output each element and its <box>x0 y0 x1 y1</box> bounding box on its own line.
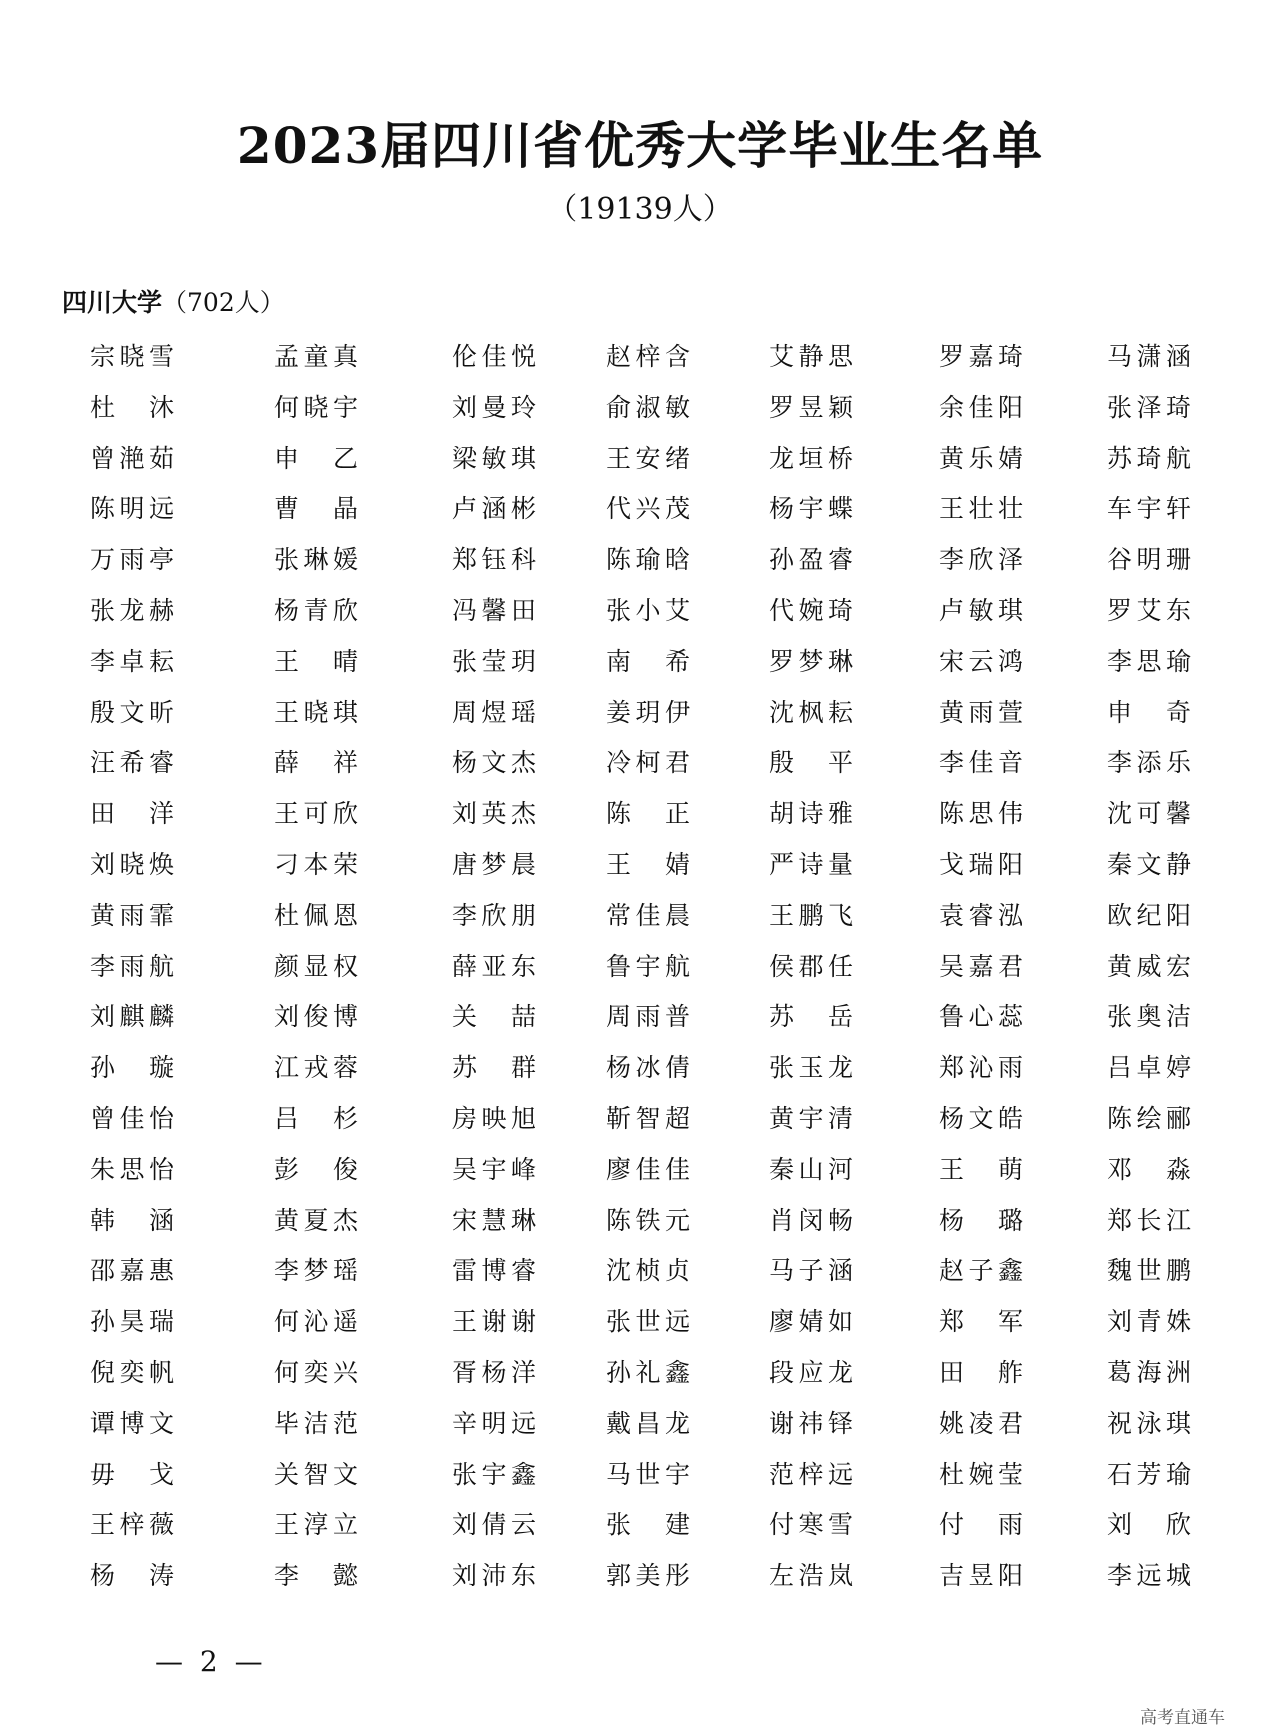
student-name: 曾滟茹 <box>90 443 174 473</box>
student-name: 颜显权 <box>274 951 358 981</box>
student-name: 秦文静 <box>1107 849 1191 879</box>
student-name: 宋慧琳 <box>452 1205 536 1235</box>
student-name: 欧纪阳 <box>1107 900 1191 930</box>
student-name: 沈桢贞 <box>606 1256 690 1286</box>
student-name: 赵子鑫 <box>939 1256 1023 1286</box>
student-name: 刘沛东 <box>452 1561 536 1591</box>
student-name: 张世远 <box>606 1307 690 1337</box>
name-row <box>0 1456 1280 1507</box>
student-name: 罗昱颖 <box>769 392 853 422</box>
student-name: 彭俊 <box>274 1154 358 1184</box>
name-row <box>0 795 1280 846</box>
student-name: 戈瑞阳 <box>939 849 1023 879</box>
student-name: 邓淼 <box>1107 1154 1191 1184</box>
student-name: 李添乐 <box>1107 748 1191 778</box>
student-name: 殷文昕 <box>90 697 174 727</box>
student-name: 黄雨萱 <box>939 697 1023 727</box>
student-name: 刘倩云 <box>452 1510 536 1540</box>
student-name: 吴宇峰 <box>452 1154 536 1184</box>
name-row <box>0 440 1280 491</box>
student-name: 杨冰倩 <box>606 1053 690 1083</box>
student-name: 曹晶 <box>274 494 358 524</box>
student-name: 申乙 <box>274 443 358 473</box>
student-name: 张莹玥 <box>452 646 536 676</box>
student-name: 何沁遥 <box>274 1307 358 1337</box>
student-name: 李卓耘 <box>90 646 174 676</box>
name-row <box>0 1303 1280 1354</box>
student-name: 李远城 <box>1107 1561 1191 1591</box>
student-name: 张小艾 <box>606 595 690 625</box>
student-name: 鲁心蕊 <box>939 1002 1023 1032</box>
name-row <box>0 1354 1280 1405</box>
student-name: 沈可馨 <box>1107 799 1191 829</box>
student-name: 王晓琪 <box>274 697 358 727</box>
student-name: 王萌 <box>939 1154 1023 1184</box>
student-name: 袁睿泓 <box>939 900 1023 930</box>
student-name: 沈枫耘 <box>769 697 853 727</box>
student-name: 戴昌龙 <box>606 1408 690 1438</box>
student-name: 何奕兴 <box>274 1357 358 1387</box>
student-name: 关喆 <box>452 1002 536 1032</box>
student-name: 郑沁雨 <box>939 1053 1023 1083</box>
student-name: 苏群 <box>452 1053 536 1083</box>
name-row <box>0 389 1280 440</box>
student-name: 刘曼玲 <box>452 392 536 422</box>
student-name: 王婧 <box>606 849 690 879</box>
student-name: 鲁宇航 <box>606 951 690 981</box>
student-name: 黄宇清 <box>769 1103 853 1133</box>
student-name: 靳智超 <box>606 1103 690 1133</box>
student-name: 马潇涵 <box>1107 342 1191 371</box>
student-name: 马世宇 <box>606 1459 690 1489</box>
name-row <box>0 592 1280 643</box>
student-name: 李懿 <box>274 1561 358 1591</box>
student-name: 杨璐 <box>939 1205 1023 1235</box>
student-name: 杜沐 <box>90 392 174 422</box>
student-name: 严诗量 <box>769 849 853 879</box>
name-row <box>0 998 1280 1049</box>
name-row <box>0 1557 1280 1608</box>
student-name: 杨文皓 <box>939 1103 1023 1133</box>
student-name: 张建 <box>606 1510 690 1540</box>
student-name: 葛海洲 <box>1107 1357 1191 1387</box>
student-name: 张泽琦 <box>1107 392 1191 422</box>
student-name: 苏琦航 <box>1107 443 1191 473</box>
student-name: 殷平 <box>769 748 853 778</box>
student-name: 韩涵 <box>90 1205 174 1235</box>
student-name: 王安绪 <box>606 443 690 473</box>
document-title: 2023届四川省优秀大学毕业生名单 <box>236 116 1044 175</box>
student-name: 杨宇蝶 <box>769 494 853 524</box>
student-name: 陈铁元 <box>606 1205 690 1235</box>
section-heading <box>62 286 285 320</box>
student-name: 罗艾东 <box>1107 595 1191 625</box>
student-name: 吕杉 <box>274 1103 358 1133</box>
student-name: 罗嘉琦 <box>939 342 1023 371</box>
student-name: 常佳晨 <box>606 900 690 930</box>
student-name: 李雨航 <box>90 951 174 981</box>
student-name: 伦佳悦 <box>452 342 536 371</box>
student-name: 苏岳 <box>769 1002 853 1032</box>
student-name: 杜佩恩 <box>274 900 358 930</box>
student-name: 孟童真 <box>274 342 358 371</box>
watermark: 高考直通车 <box>1140 1708 1225 1728</box>
student-name: 李欣朋 <box>452 900 536 930</box>
student-name: 马子涵 <box>769 1256 853 1286</box>
total-count: （19139人） <box>547 192 733 227</box>
student-name: 卢涵彬 <box>452 494 536 524</box>
student-name: 曾佳怡 <box>90 1103 174 1133</box>
student-name: 郑钰科 <box>452 545 536 575</box>
student-name: 余佳阳 <box>939 392 1023 422</box>
student-name: 王壮壮 <box>939 494 1023 524</box>
student-name: 杨涛 <box>90 1561 174 1591</box>
student-name: 卢敏琪 <box>939 595 1023 625</box>
student-name: 汪希睿 <box>90 748 174 778</box>
student-name: 胥杨洋 <box>452 1357 536 1387</box>
student-name: 刘青姝 <box>1107 1307 1191 1337</box>
student-name: 段应龙 <box>769 1357 853 1387</box>
name-row <box>0 1049 1280 1100</box>
student-name: 郑长江 <box>1107 1205 1191 1235</box>
student-name: 秦山河 <box>769 1154 853 1184</box>
student-name: 姜玥伊 <box>606 697 690 727</box>
student-name: 田洋 <box>90 799 174 829</box>
student-name: 王淳立 <box>274 1510 358 1540</box>
student-name: 薛祥 <box>274 748 358 778</box>
student-name: 谢祎铎 <box>769 1408 853 1438</box>
student-name: 陈绘郦 <box>1107 1103 1191 1133</box>
name-row <box>0 948 1280 999</box>
student-name: 杨文杰 <box>452 748 536 778</box>
student-name: 冷柯君 <box>606 748 690 778</box>
student-name: 陈思伟 <box>939 799 1023 829</box>
student-name: 郭美彤 <box>606 1561 690 1591</box>
student-name: 祝泳琪 <box>1107 1408 1191 1438</box>
student-name: 孙礼鑫 <box>606 1357 690 1387</box>
student-name: 张琳媛 <box>274 545 358 575</box>
student-name: 李思瑜 <box>1107 646 1191 676</box>
name-row <box>0 744 1280 795</box>
student-name: 龙垣桥 <box>769 443 853 473</box>
student-name: 付寒雪 <box>769 1510 853 1540</box>
student-name: 周雨普 <box>606 1002 690 1032</box>
student-name: 黄威宏 <box>1107 951 1191 981</box>
student-name: 冯馨田 <box>452 595 536 625</box>
student-name: 杜婉莹 <box>939 1459 1023 1489</box>
student-name: 关智文 <box>274 1459 358 1489</box>
name-row <box>0 1100 1280 1151</box>
student-name: 廖婧如 <box>769 1307 853 1337</box>
student-name: 谭博文 <box>90 1408 174 1438</box>
student-name: 孙盈睿 <box>769 545 853 575</box>
name-row <box>0 897 1280 948</box>
name-row <box>0 1202 1280 1253</box>
student-name: 南希 <box>606 646 690 676</box>
student-name: 侯郡任 <box>769 951 853 981</box>
name-row <box>0 1252 1280 1303</box>
student-name: 薛亚东 <box>452 951 536 981</box>
university-count: （702人） <box>162 288 285 317</box>
student-name: 张玉龙 <box>769 1053 853 1083</box>
student-name: 万雨亭 <box>90 545 174 575</box>
name-row <box>0 541 1280 592</box>
student-name: 罗梦琳 <box>769 646 853 676</box>
student-name: 陈正 <box>606 799 690 829</box>
student-name: 吕卓婷 <box>1107 1053 1191 1083</box>
student-name: 王梓薇 <box>90 1510 174 1540</box>
student-name: 倪奕帆 <box>90 1357 174 1387</box>
student-name: 王可欣 <box>274 799 358 829</box>
student-name: 吉昱阳 <box>939 1561 1023 1591</box>
student-name: 陈明远 <box>90 494 174 524</box>
student-name: 俞淑敏 <box>606 392 690 422</box>
student-name: 刘欣 <box>1107 1510 1191 1540</box>
student-name: 赵梓含 <box>606 342 690 371</box>
student-name: 梁敏琪 <box>452 443 536 473</box>
name-row <box>0 1506 1280 1557</box>
student-name: 王鹏飞 <box>769 900 853 930</box>
student-name: 王谢谢 <box>452 1307 536 1337</box>
student-name: 李梦瑶 <box>274 1256 358 1286</box>
name-row <box>0 490 1280 541</box>
student-name: 刘英杰 <box>452 799 536 829</box>
page-number: — 2 — <box>155 1645 267 1678</box>
student-name: 李佳音 <box>939 748 1023 778</box>
student-name: 谷明珊 <box>1107 545 1191 575</box>
student-name: 张奥洁 <box>1107 1002 1191 1032</box>
student-name: 王晴 <box>274 646 358 676</box>
name-row <box>0 846 1280 897</box>
student-name: 唐梦晨 <box>452 849 536 879</box>
student-name: 孙昊瑞 <box>90 1307 174 1337</box>
student-name: 魏世鹏 <box>1107 1256 1191 1286</box>
student-name: 房映旭 <box>452 1103 536 1133</box>
student-name: 张宇鑫 <box>452 1459 536 1489</box>
name-list <box>0 338 1280 1608</box>
student-name: 毋戈 <box>90 1459 174 1489</box>
student-name: 刁本荣 <box>274 849 358 879</box>
name-row <box>0 694 1280 745</box>
name-row <box>0 338 1280 389</box>
student-name: 田舴 <box>939 1357 1023 1387</box>
student-name: 肖闵畅 <box>769 1205 853 1235</box>
student-name: 宋云鸿 <box>939 646 1023 676</box>
student-name: 左浩岚 <box>769 1561 853 1591</box>
student-name: 邵嘉惠 <box>90 1256 174 1286</box>
student-name: 何晓宇 <box>274 392 358 422</box>
student-name: 周煜瑶 <box>452 697 536 727</box>
name-row <box>0 1405 1280 1456</box>
student-name: 杨青欣 <box>274 595 358 625</box>
student-name: 石芳瑜 <box>1107 1459 1191 1489</box>
student-name: 江戎蓉 <box>274 1053 358 1083</box>
student-name: 胡诗雅 <box>769 799 853 829</box>
student-name: 艾静思 <box>769 342 853 371</box>
student-name: 刘俊博 <box>274 1002 358 1032</box>
student-name: 廖佳佳 <box>606 1154 690 1184</box>
university-name: 四川大学 <box>62 288 163 317</box>
student-name: 黄乐婧 <box>939 443 1023 473</box>
name-row <box>0 1151 1280 1202</box>
student-name: 郑军 <box>939 1307 1023 1337</box>
student-name: 付雨 <box>939 1510 1023 1540</box>
student-name: 毕洁范 <box>274 1408 358 1438</box>
student-name: 车宇轩 <box>1107 494 1191 524</box>
student-name: 辛明远 <box>452 1408 536 1438</box>
student-name: 孙璇 <box>90 1053 174 1083</box>
student-name: 申奇 <box>1107 697 1191 727</box>
student-name: 黄雨霏 <box>90 900 174 930</box>
student-name: 李欣泽 <box>939 545 1023 575</box>
name-row <box>0 643 1280 694</box>
student-name: 刘晓焕 <box>90 849 174 879</box>
student-name: 代婉琦 <box>769 595 853 625</box>
student-name: 陈瑜晗 <box>606 545 690 575</box>
student-name: 吴嘉君 <box>939 951 1023 981</box>
student-name: 范梓远 <box>769 1459 853 1489</box>
student-name: 雷博睿 <box>452 1256 536 1286</box>
student-name: 姚凌君 <box>939 1408 1023 1438</box>
student-name: 宗晓雪 <box>90 342 174 371</box>
student-name: 代兴茂 <box>606 494 690 524</box>
student-name: 朱思怡 <box>90 1154 174 1184</box>
student-name: 张龙赫 <box>90 595 174 625</box>
student-name: 黄夏杰 <box>274 1205 358 1235</box>
student-name: 刘麒麟 <box>90 1002 174 1032</box>
